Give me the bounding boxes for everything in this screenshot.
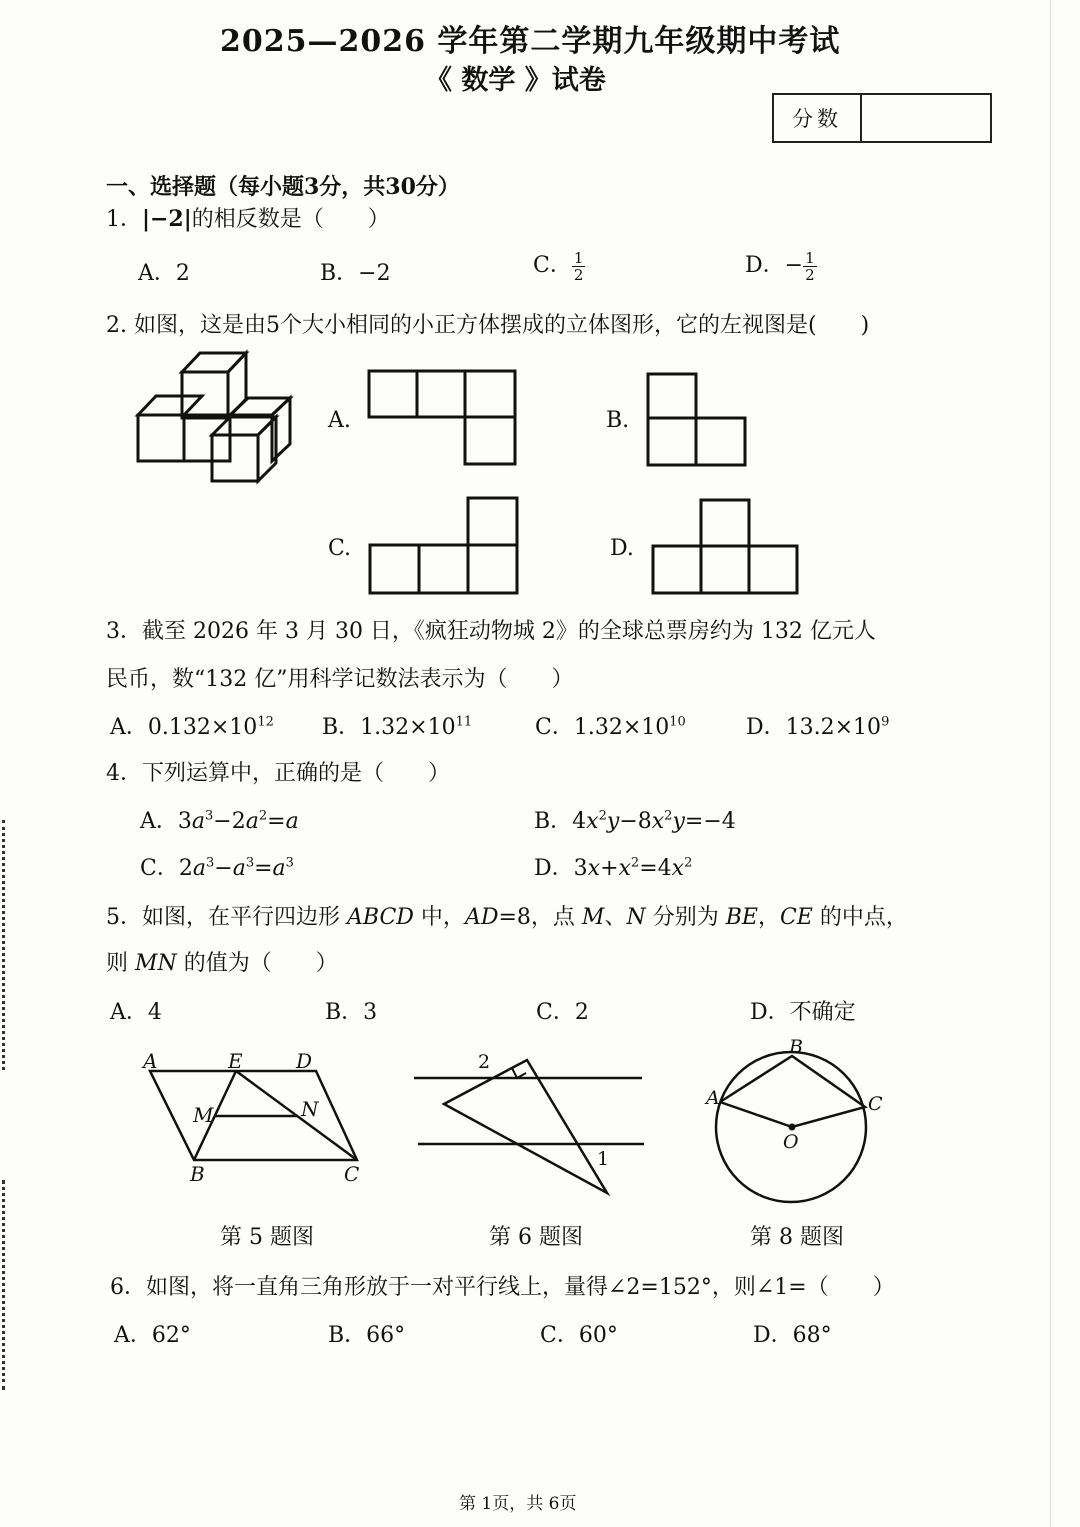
question-2-stem: 2. 如图，这是由5个大小相同的小正方体摆成的立体图形，它的左视图是( ) — [106, 313, 870, 338]
question-6-stem: 6．如图，将一直角三角形放于一对平行线上，量得∠2=152°，则∠1=（ ） — [110, 1275, 895, 1300]
page-edge-line — [1050, 0, 1051, 1527]
q5-option-a: A．4 — [110, 1000, 162, 1025]
figure-6-caption: 第 6 题图 — [489, 1225, 583, 1250]
score-box — [772, 93, 992, 143]
q4-option-c: C．$2a^3-a^3=a^3$ — [140, 855, 294, 881]
q5-option-c: C．2 — [536, 1000, 589, 1025]
q3-option-b: B．$1.32\times 10^{11}$ — [322, 714, 473, 740]
question-5-stem-line2: 则 MN 的值为（ ） — [106, 951, 338, 976]
question-5-stem-line1: 5．如图，在平行四边形 ABCD 中，AD=8，点 M、N 分别为 BE，CE 的中点， — [106, 905, 908, 930]
exam-title: 2025—2026 学年第二学期九年级期中考试 — [220, 24, 841, 59]
q2-option-d: D. — [610, 536, 634, 561]
fig8-label-c: C — [868, 1093, 883, 1115]
fig5-label-b: B — [190, 1162, 205, 1186]
question-3-stem-line2: 民币，数“132 亿”用科学记数法表示为（ ） — [106, 667, 574, 692]
q1-option-a: A．2 — [138, 261, 190, 286]
question-3-stem-line1: 3．截至 2026 年 3 月 30 日，《疯狂动物城 2》的全球总票房约为 132 亿元人 — [106, 619, 876, 644]
fig5-label-n: N — [301, 1097, 319, 1121]
fig5-label-c: C — [344, 1162, 360, 1186]
q1-option-d: D．− $\frac{1}{2}$ — [745, 248, 815, 284]
question-4-stem: 4．下列运算中，正确的是（ ） — [106, 761, 450, 786]
q1-option-c: C． $\frac{1}{2}$ — [533, 248, 584, 284]
q4-option-a: A．$3a^3-2a^2=a$ — [140, 808, 299, 834]
exam-subtitle: 《 数学 》试卷 — [425, 65, 606, 96]
fig5-label-d: D — [296, 1049, 313, 1073]
q6-option-a: A．62° — [114, 1323, 191, 1348]
q6-option-b: B．66° — [328, 1323, 406, 1348]
score-label: 分数 — [774, 95, 862, 141]
fig8-label-o: O — [783, 1131, 799, 1153]
q3-option-c: C．$1.32\times 10^{10}$ — [535, 714, 686, 740]
fig5-label-a: A — [143, 1049, 158, 1073]
figure-5-caption: 第 5 题图 — [220, 1225, 314, 1250]
q6-option-c: C．60° — [540, 1323, 618, 1348]
q3-option-d: D．$13.2\times 10^9$ — [746, 714, 890, 740]
fig8-label-b: B — [789, 1036, 803, 1058]
score-field[interactable] — [862, 95, 990, 141]
fig5-label-m: M — [193, 1103, 214, 1127]
fig6-angle-2: 2 — [478, 1051, 491, 1073]
fig8-label-a: A — [706, 1087, 720, 1109]
q2-option-a: A. — [328, 408, 351, 433]
q2-option-c: C. — [328, 536, 352, 561]
q4-option-b: B．$4x^2y-8x^2y=-4$ — [534, 808, 736, 834]
q1-option-b: B．−2 — [320, 261, 391, 286]
q2-option-b: B. — [606, 408, 630, 433]
q4-option-d: D．$3x+x^2=4x^2$ — [534, 855, 693, 881]
binding-dotted-line-upper — [2, 820, 9, 1070]
question-1-stem: 1．|−2|的相反数是（ ） — [106, 206, 390, 232]
binding-dotted-line — [2, 1180, 9, 1390]
fig6-angle-1: 1 — [597, 1148, 610, 1170]
q5-option-b: B．3 — [325, 1000, 378, 1025]
fig5-label-e: E — [228, 1049, 243, 1073]
page-footer: 第 1页，共 6页 — [459, 1494, 577, 1514]
q5-option-d: D．不确定 — [750, 1000, 856, 1025]
q6-option-d: D．68° — [753, 1323, 832, 1348]
q3-option-a: A．$0.132\times 10^{12}$ — [110, 714, 274, 740]
section-heading: 一、选择题（每小题3分，共30分） — [106, 174, 460, 200]
figure-8-caption: 第 8 题图 — [750, 1225, 844, 1250]
